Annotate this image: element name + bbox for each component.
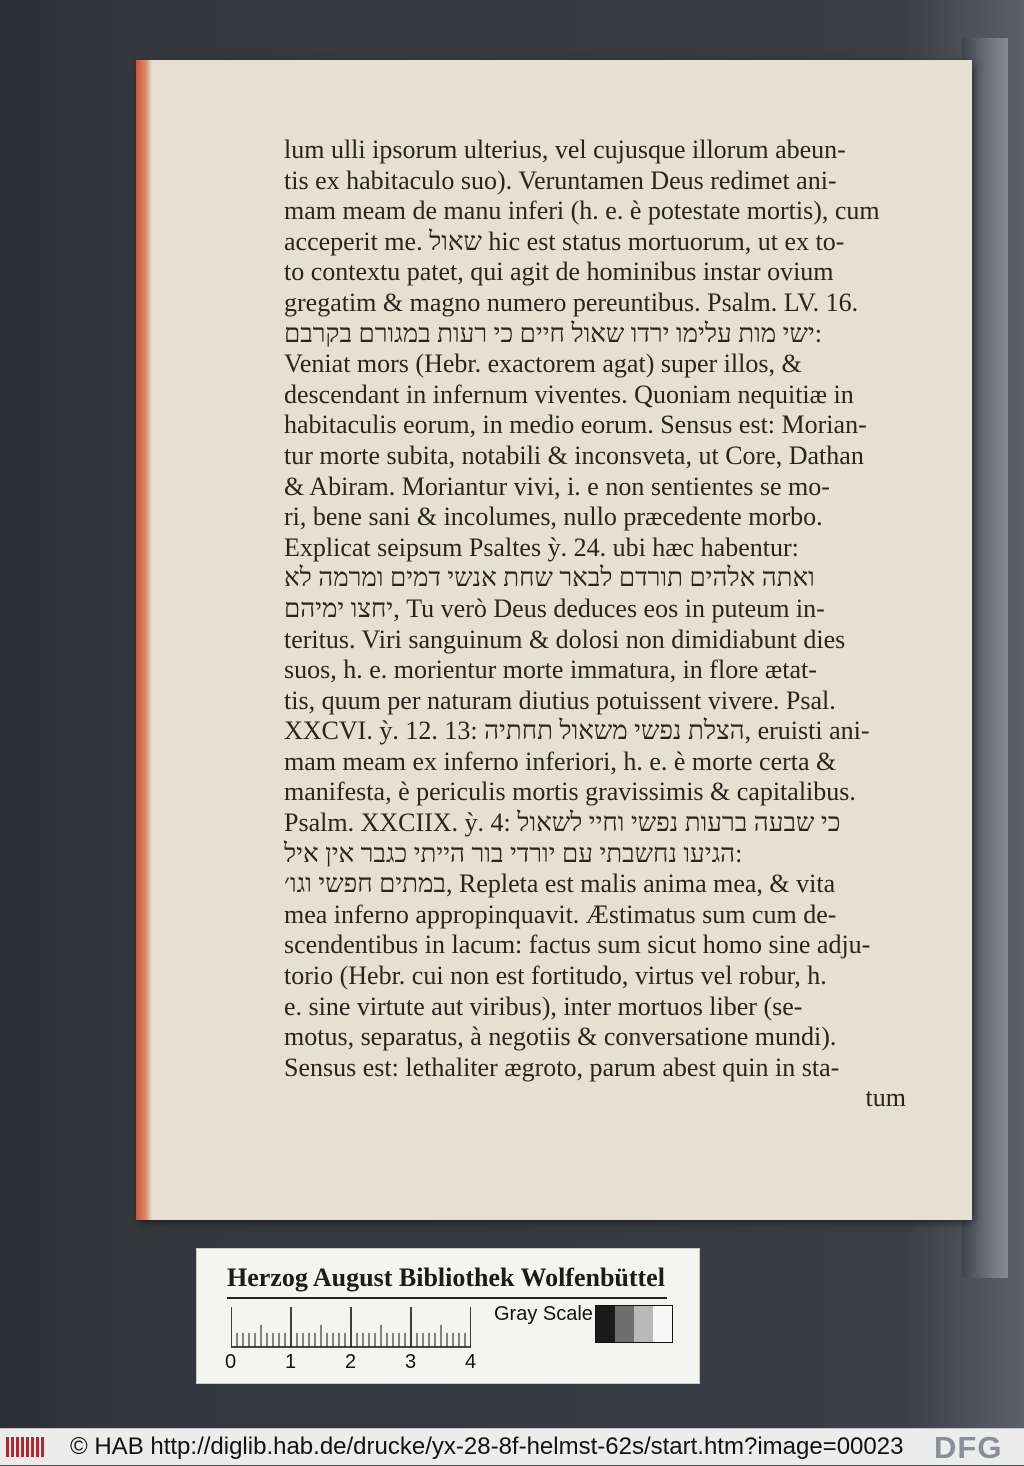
ruler-number: 4 (465, 1351, 477, 1373)
text-line: teritus. Viri sanguinum & dolosi non dimidiabunt dies (284, 624, 846, 654)
text-line: scendentibus in lacum: factus sum sicut homo sine adju- (284, 930, 871, 960)
ruler-number: 3 (405, 1351, 417, 1373)
text-line: ri, bene sani & incolumes, nullo præcedente morbo. (284, 502, 823, 532)
card-title: Herzog August Bibliothek Wolfenbüttel (227, 1263, 665, 1292)
gray-scale-label: Gray Scale (494, 1303, 593, 1325)
text-line: Sensus est: lethaliter ægroto, parum abest quin in sta- (284, 1052, 840, 1082)
footer-bar (0, 1428, 1024, 1465)
color-card (196, 1248, 700, 1384)
text-line: manifesta, è periculis mortis gravissimis & capitalibus. (284, 777, 856, 807)
gray-swatch (634, 1306, 653, 1342)
text-line: הגיעו נחשבתי עם יורדי בור הייתי כגבר אין איל: (284, 838, 743, 868)
gray-swatch (615, 1306, 634, 1342)
text-line: acceperit me. שאול hic est status mortuorum, ut ex to- (284, 226, 845, 256)
footer-url[interactable]: © HAB http://diglib.hab.de/drucke/yx-28-8f-helmst-62s/start.htm?image=00023 (70, 1433, 904, 1460)
text-line: to contextu patet, qui agit de hominibus instar ovium (284, 257, 834, 287)
text-line: & Abiram. Moriantur vivi, i. e non sentientes se mo- (284, 471, 830, 501)
text-line: יחצו ימיהם, Tu verò Deus deduces eos in puteum in- (284, 593, 825, 623)
text-line: Psalm. XXCIIX. ỳ. 4: כי שבעה ברעות נפשי וחיי לשאול (284, 808, 841, 838)
ruler (231, 1307, 471, 1349)
text-line: XXCVI. ỳ. 12. 13: הצלת נפשי משאול תחתיה, eruisti ani- (284, 716, 870, 746)
ruler-number: 2 (345, 1351, 357, 1373)
text-line: ישי מות עלימו ירדו שאול חיים כי רעות במגורם בקרבם: (284, 318, 822, 348)
page-text (284, 135, 906, 1114)
catchword: tum (865, 1083, 906, 1113)
text-line: tis ex habitaculo suo). Veruntamen Deus redimet ani- (284, 165, 837, 195)
text-line: tis, quum per naturam diutius potuissent vivere. Psal. (284, 685, 836, 715)
gray-swatch (596, 1306, 615, 1342)
hab-logo-icon (6, 1435, 48, 1459)
text-line: Explicat seipsum Psaltes ỳ. 24. ubi hæc habentur: (284, 532, 799, 562)
gray-scale-swatches (595, 1305, 673, 1343)
text-line: tur morte subita, notabili & inconsveta, ut Core, Dathan (284, 440, 864, 470)
text-line: mam meam de manu inferi (h. e. è potestate mortis), cum (284, 196, 880, 226)
text-line: ואתה אלהים תורדם לבאר שחת אנשי דמים ומרמה לא (284, 563, 815, 593)
text-line: motus, separatus, à negotiis & conversatione mundi). (284, 1022, 837, 1052)
gray-swatch (653, 1306, 672, 1342)
text-line: במתים חפשי וגו׳, Repleta est malis anima mea, & vita (284, 869, 836, 899)
text-line: mea inferno appropinquavit. Æstimatus sum cum de- (284, 899, 837, 929)
dfg-logo: DFG (934, 1430, 1003, 1465)
text-line: lum ulli ipsorum ulterius, vel cujusque illorum abeun- (284, 135, 846, 164)
text-line: mam meam ex inferno inferiori, h. e. è morte certa & (284, 746, 837, 776)
ruler-number: 1 (285, 1351, 297, 1373)
text-line: gregatim & magno numero pereuntibus. Psalm. LV. 16. (284, 287, 859, 317)
ruler-numbers (225, 1351, 485, 1375)
card-divider (227, 1297, 667, 1299)
ruler-number: 0 (225, 1351, 237, 1373)
text-line: Veniat mors (Hebr. exactorem agat) super illos, & (284, 349, 802, 379)
text-line: torio (Hebr. cui non est fortitudo, virtus vel robur, h. (284, 961, 827, 991)
page-red-edge (136, 60, 152, 1220)
text-line: descendant in infernum viventes. Quoniam nequitiæ in (284, 379, 854, 409)
text-line: habitaculis eorum, in medio eorum. Sensus est: Morian- (284, 410, 867, 440)
text-line: suos, h. e. morientur morte immatura, in flore ætat- (284, 655, 817, 685)
text-line: e. sine virtute aut viribus), inter mortuos liber (se- (284, 991, 803, 1021)
